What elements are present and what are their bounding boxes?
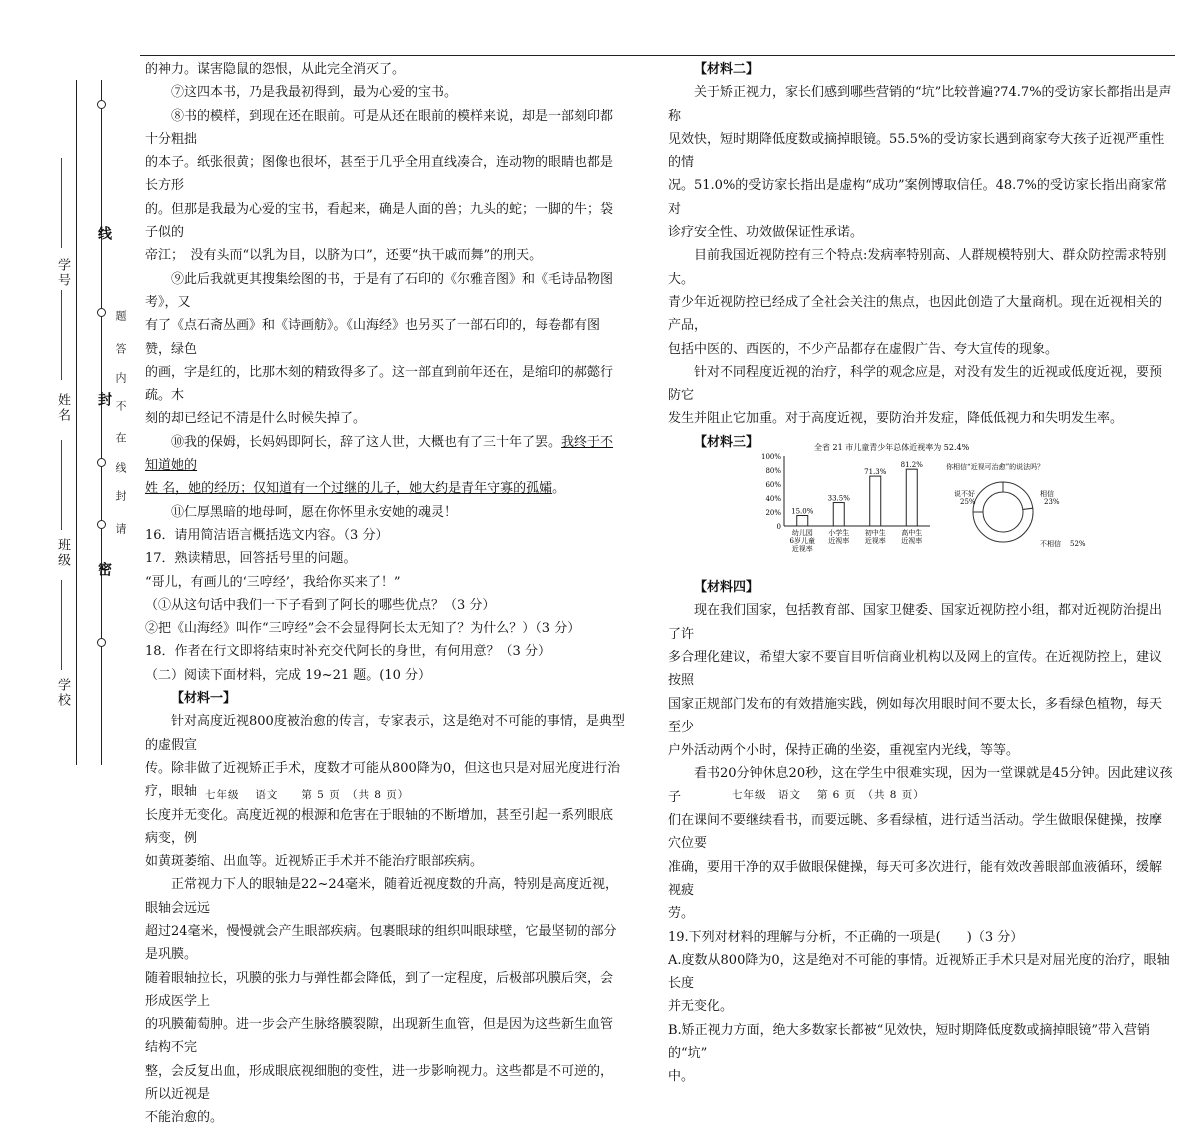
text-line: 如黄斑萎缩、出血等。近视矫正手术并不能治疗眼部疾病。: [145, 854, 484, 870]
text-span: 。: [552, 481, 566, 497]
name-blank: [61, 290, 62, 380]
note-char: 答: [114, 343, 127, 362]
charts-svg: [668, 434, 1173, 558]
text-line: 国家正规部门发布的有效措施实践，例如每次用眼时间不要太长，多看绿色植物，每天至少: [668, 696, 1163, 735]
question-17-2: ②把《山海经》叫作“三哼经”会不会显得阿长太无知了？为什么？）（3 分）: [145, 621, 581, 637]
material-4-label: 【材料四】: [694, 580, 760, 596]
text-line: 况。51.0%的受访家长指出是虚构“成功”案例博取信任。48.7%的受访家长指出商家常对: [668, 178, 1167, 217]
seal-char-feng: 封: [96, 392, 112, 406]
y-tick-label: 20%: [765, 509, 781, 518]
pie-chart-title: 你相信“近视可治愈”的说法吗？: [946, 463, 1045, 472]
pie-label: 相信: [1040, 490, 1054, 499]
x-tick-label: 近视率: [828, 537, 850, 546]
question-17-1: （①从这句话中我们一下子看到了阿长的哪些优点？（3 分）: [145, 597, 496, 613]
x-tick-label: 幼儿园: [791, 529, 813, 538]
text-line: 看书20分钟休息20秒，这在学生中很难实现，因为一堂课就是45分钟。因此建议孩子: [668, 766, 1173, 805]
pie-label: 不相信: [1040, 540, 1061, 549]
text-span: ⑩我的保姆，长妈妈即阿长，辞了这人世，大概也有了三十年了罢。: [171, 434, 562, 450]
text-line: 正常视力下人的眼轴是22~24毫米，随着近视度数的升高，特别是高度近视，眼轴会远远: [145, 877, 618, 916]
option-a: A.度数从800降为0，这是绝对不可能的事情。近视矫正手术只是对屈光度的治疗，眼轴长度: [668, 952, 1170, 992]
underlined-text: 我终于不知道她的: [145, 434, 614, 474]
note-char: 封: [114, 490, 127, 509]
y-tick-label: 0: [776, 523, 781, 532]
question-17: 17．熟读精思，回答括号里的问题。: [145, 551, 357, 567]
text-line: ⑦这四本书，乃是我最初得到，最为心爱的宝书。: [171, 85, 458, 101]
right-page-content: [668, 58, 1173, 1089]
data-label: 71.3%: [864, 468, 887, 477]
paragraph-10: [145, 431, 625, 478]
text-line: 刻的却已经记不清是什么时候失掉了。: [145, 411, 367, 427]
text-line: 青少年近视防控已经成了全社会关注的焦点，也因此创造了大量商机。现在近视相关的产品，: [668, 294, 1163, 334]
material-1-label: 【材料一】: [171, 691, 237, 707]
x-tick-label: 初中生: [864, 529, 886, 538]
class-blank: [61, 440, 62, 530]
section-2-heading: （二）阅读下面材料，完成 19~21 题。(10 分）: [145, 667, 431, 683]
data-label: 81.2%: [900, 461, 923, 470]
name-label: 姓名: [55, 393, 70, 423]
material-3-label: 【材料三】: [694, 434, 760, 450]
data-label: 33.5%: [827, 494, 850, 503]
text-line: ⑨此后我就更其搜集绘图的书，于是有了石印的《尔雅音图》和《毛诗品物图考》，又: [145, 271, 614, 310]
pie-label: 说不好: [954, 490, 975, 499]
pie-value-label: 52%: [1070, 540, 1086, 549]
y-tick-label: 80%: [765, 467, 781, 476]
y-tick-label: 60%: [765, 481, 781, 490]
material-2-label: 【材料二】: [694, 62, 760, 77]
y-tick-label: 100%: [760, 453, 781, 462]
x-tick-label: 近视率: [901, 537, 923, 546]
school-label: 学校: [55, 678, 70, 708]
bar: [797, 516, 808, 527]
bar: [906, 469, 917, 526]
text-line: 劳。: [668, 906, 695, 922]
text-line: 随着眼轴拉长，巩膜的张力与弹性都会降低，到了一定程度，后极部巩膜后突，会形成医学上: [145, 970, 614, 1009]
text-line: 长度并无变化。高度近视的根源和危害在于眼轴的不断增加，甚至引起一系列眼底病变，例: [145, 807, 614, 846]
material-3-charts: [668, 443, 1173, 576]
text-line: 整，会反复出血，形成眼底视细胞的变性，进一步影响视力。这些都是不可逆的，所以近视是: [145, 1063, 614, 1103]
pie-chart: [946, 462, 1086, 548]
pie-value-label: 25%: [960, 498, 976, 507]
x-tick-label: 高中生: [901, 529, 923, 538]
paragraph-10-cont: [145, 477, 625, 500]
binding-line-dashed: [101, 80, 102, 765]
x-tick-label: 小学生: [828, 529, 850, 538]
text-line: 目前我国近视防控有三个特点:发病率特别高、人群规模特别大、群众防控需求特别大。: [668, 248, 1167, 287]
text-line: 诊疗安全性、功效做保证性承诺。: [668, 225, 864, 241]
text-line: 见效快，短时期降低度数或摘掉眼镜。55.5%的受访家长遇到商家夸大孩子近视严重性的情: [668, 131, 1165, 171]
bar: [870, 476, 881, 526]
text-line: 多合理化建议，希望大家不要盲目听信商业机构以及网上的宣传。在近视防控上，建议按照: [668, 649, 1163, 689]
data-label: 15.0%: [791, 507, 814, 516]
text-line: 的神力。谋害隐鼠的怨恨，从此完全消灭了。: [145, 62, 406, 77]
text-line: 关于矫正视力，家长们感到哪些营销的“坑”比较普遍?74.7%的受访家长都指出是声称: [668, 85, 1172, 124]
left-page-footer: 七年级 语文 第 5 页 （共 8 页）: [205, 789, 410, 801]
binding-hole: [97, 520, 106, 529]
x-tick-label: 近视率: [791, 545, 813, 554]
pie-slice: [973, 508, 1033, 542]
text-line: 包括中医的、西医的，不少产品都存在虚假广告、夸大宣传的现象。: [668, 341, 1059, 357]
text-line: 发生并阻止它加重。对于高度近视，要防治并发症，降低低视力和失明发生率。: [668, 411, 1124, 427]
text-line: 准确，要用干净的双手做眼保健操，每天可多次进行，能有效改善眼部血液循环，缓解视疲: [668, 859, 1163, 898]
paragraph-11: ⑪仁厚黑暗的地母呵，愿在你怀里永安她的魂灵！: [171, 504, 458, 520]
pie-value-label: 23%: [1044, 498, 1060, 507]
bar-chart: [761, 442, 970, 553]
text-line: 现在我们国家，包括教育部、国家卫健委、国家近视防控小组，都对近视防治提出了许: [668, 603, 1163, 642]
note-char: 在: [114, 432, 127, 451]
option-a-cont: 并无变化。: [668, 999, 734, 1015]
binding-line-outer: [76, 80, 77, 765]
x-tick-label: 6岁儿童: [789, 537, 815, 546]
question-16: 16．请用简洁语言概括选文内容。（3 分）: [145, 527, 389, 543]
top-rule: [140, 55, 1175, 56]
text-line: 针对不同程度近视的治疗，科学的观念应是，对没有发生的近视或低度近视，要预防它: [668, 364, 1163, 404]
binding-hole: [97, 308, 106, 317]
student-id-blank: [61, 158, 62, 248]
left-page-content: [145, 58, 625, 1130]
text-line: 的巩膜葡萄肿。进一步会产生脉络膜裂隙，出现新生血管，但是因为这些新生血管结构不完: [145, 1017, 614, 1056]
text-line: 户外活动两个小时，保持正确的坐姿，重视室内光线，等等。: [668, 743, 1020, 759]
option-b-cont: 中。: [668, 1069, 695, 1085]
right-page-footer: 七年级 语文 第 6 页 （共 8 页）: [732, 789, 925, 801]
bar-chart-title: 全省 21 市儿童青少年总体近视率为 52.4%: [814, 443, 970, 453]
binding-hole: [97, 638, 106, 647]
seal-char-xian: 线: [96, 226, 112, 240]
underlined-text: 姓 名，她的经历；仅知道有一个过继的儿子，她大约是青年守寡的孤孀: [145, 481, 553, 497]
text-line: 超过24毫米，慢慢就会产生眼部疾病。包裹眼球的组织叫眼球壁，它最坚韧的部分是巩膜。: [145, 923, 617, 963]
binding-hole: [97, 458, 106, 467]
y-tick-label: 40%: [765, 495, 781, 504]
school-blank: [61, 580, 62, 670]
pie-slice: [973, 482, 1003, 512]
text-line: 有了《点石斋丛画》和《诗画舫》。《山海经》也另买了一部石印的，每卷都有图赞，绿色: [145, 318, 601, 357]
text-line: 的画，字是红的，比那木刻的精致得多了。这一部直到前年还在，是缩印的郝懿行疏。木: [145, 364, 614, 404]
pie-slice: [1003, 482, 1033, 509]
quote-line: “哥儿，有画儿的‘三哼经’，我给你买来了！”: [145, 574, 401, 590]
text-line: 针对高度近视800度被治愈的传言，专家表示，这是绝对不可能的事情，是典型的虚假宣: [145, 714, 625, 753]
option-b: B.矫正视力方面，绝大多数家长都被“见效快，短时期降低度数或摘掉眼镜”带入营销的“坑”: [668, 1022, 1150, 1061]
binding-hole: [97, 100, 106, 109]
seal-char-mi: 密: [96, 562, 112, 576]
text-line: 不能治愈的。: [145, 1110, 224, 1126]
text-line: ⑧书的模样，到现在还在眼前。可是从还在眼前的模样来说，却是一部刻印都十分粗拙: [145, 108, 614, 147]
text-line: 的。但那是我最为心爱的宝书，看起来，确是人面的兽；九头的蛇；一脚的牛；袋子似的: [145, 201, 614, 241]
note-char: 线: [114, 462, 127, 481]
note-char: 内: [114, 372, 127, 391]
question-18: 18．作者在行文即将结束时补充交代阿长的身世，有何用意？（3 分）: [145, 644, 551, 660]
x-tick-label: 近视率: [864, 537, 886, 546]
text-line: 帝江； 没有头而“以乳为目，以脐为口”，还要“执干戚而舞”的刑天。: [145, 248, 543, 264]
note-char: 不: [114, 400, 127, 419]
bar: [833, 503, 844, 526]
text-line: 的本子。纸张很黄；图像也很坏，甚至于几乎全用直线凑合，连动物的眼睛也都是长方形: [145, 155, 614, 194]
question-19: 19.下列对材料的理解与分析，不正确的一项是( )（3 分）: [668, 929, 1024, 945]
text-line: 传。除非做了近视矫正手术，度数才可能从800降为0，但这也只是对屈光度进行治疗，眼轴: [145, 760, 621, 800]
note-char: 题: [114, 310, 127, 329]
class-label: 班级: [55, 538, 70, 568]
student-id-label: 学号: [55, 258, 70, 288]
text-line: 们在课间不要继续看书，而要远眺、多看绿植，进行适当活动。学生做眼保健操，按摩穴位要: [668, 813, 1163, 852]
note-char: 请: [114, 523, 127, 542]
